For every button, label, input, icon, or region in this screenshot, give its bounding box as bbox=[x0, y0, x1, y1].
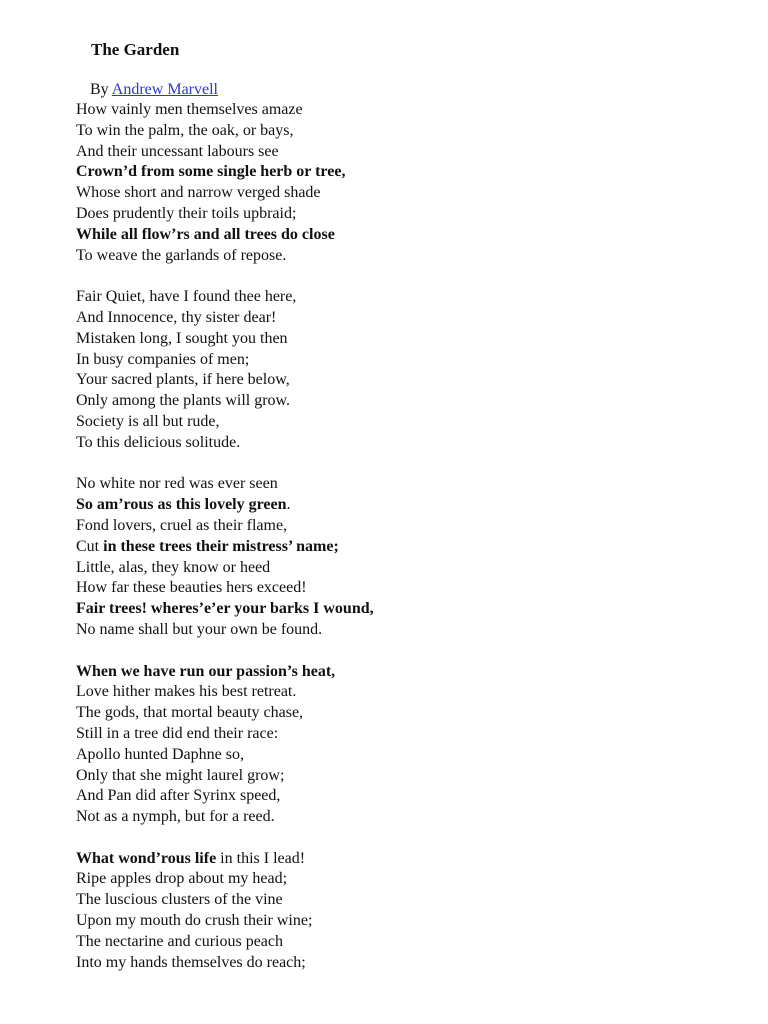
poem-line: To weave the garlands of repose. bbox=[76, 246, 287, 264]
author-link[interactable]: Andrew Marvell bbox=[111, 81, 218, 98]
stanza-2 bbox=[76, 287, 676, 453]
stanza-4 bbox=[76, 662, 676, 828]
byline-prefix: By bbox=[90, 81, 112, 98]
poem-line: Little, alas, they know or heed bbox=[76, 558, 271, 576]
poem-line: Mistaken long, I sought you then bbox=[76, 329, 288, 347]
line-segment: So am’rous as this lovely green bbox=[76, 496, 287, 514]
poem-line: Whose short and narrow verged shade bbox=[76, 184, 321, 202]
poem-line: Into my hands themselves do reach; bbox=[76, 953, 306, 971]
poem-line bbox=[76, 849, 676, 870]
poem-line: No white nor red was ever seen bbox=[76, 475, 278, 493]
poem-line: Does prudently their toils upbraid; bbox=[76, 204, 297, 222]
poem-line: How far these beauties hers exceed! bbox=[76, 579, 307, 597]
poem-line: The nectarine and curious peach bbox=[76, 932, 284, 950]
poem-line: To win the palm, the oak, or bays, bbox=[76, 121, 294, 139]
stanza-5 bbox=[76, 849, 676, 974]
byline bbox=[90, 79, 218, 100]
line-segment: in these trees their mistress’ name; bbox=[99, 537, 339, 555]
poem-line: Fair trees! wheres’e’er your barks I wound, bbox=[76, 600, 374, 618]
poem-line: The gods, that mortal beauty chase, bbox=[76, 704, 304, 722]
line-segment: Cut bbox=[76, 537, 100, 555]
poem-line: Society is all but rude, bbox=[76, 412, 220, 430]
stanza-1 bbox=[76, 100, 676, 266]
line-segment: in this I lead! bbox=[216, 849, 306, 867]
poem-line: Not as a nymph, but for a reed. bbox=[76, 808, 275, 826]
poem-line: Crown’d from some single herb or tree, bbox=[76, 163, 346, 181]
poem-line: In busy companies of men; bbox=[76, 350, 250, 368]
poem-title: The Garden bbox=[91, 40, 180, 59]
poem-line: Apollo hunted Daphne so, bbox=[76, 745, 244, 763]
poem-line: When we have run our passion’s heat, bbox=[76, 662, 336, 680]
poem-line: Fair Quiet, have I found thee here, bbox=[76, 288, 297, 306]
poem-line: And Pan did after Syrinx speed, bbox=[76, 787, 281, 805]
poem-line: Upon my mouth do crush their wine; bbox=[76, 912, 313, 930]
poem-line: Only among the plants will grow. bbox=[76, 392, 291, 410]
poem-line: While all flow’rs and all trees do close bbox=[76, 225, 335, 243]
poem-line: How vainly men themselves amaze bbox=[76, 101, 303, 118]
poem-line: And Innocence, thy sister dear! bbox=[76, 308, 277, 326]
poem-line: And their uncessant labours see bbox=[76, 142, 279, 160]
poem-line: Fond lovers, cruel as their flame, bbox=[76, 516, 288, 534]
poem-line: The luscious clusters of the vine bbox=[76, 891, 283, 909]
poem-line: Still in a tree did end their race: bbox=[76, 724, 279, 742]
poem-line: Ripe apples drop about my head; bbox=[76, 870, 288, 888]
poem-line: Only that she might laurel grow; bbox=[76, 766, 285, 784]
line-segment: What wond’rous life bbox=[76, 849, 217, 867]
line-segment: . bbox=[286, 496, 291, 514]
poem-line: Love hither makes his best retreat. bbox=[76, 683, 297, 701]
poem-line: Your sacred plants, if here below, bbox=[76, 371, 290, 389]
poem-line: No name shall but your own be found. bbox=[76, 620, 323, 638]
poem-line: To this delicious solitude. bbox=[76, 433, 241, 451]
poem-line bbox=[76, 495, 676, 516]
stanza-3 bbox=[76, 474, 676, 640]
poem-body bbox=[76, 100, 676, 994]
poem-line bbox=[76, 537, 676, 558]
